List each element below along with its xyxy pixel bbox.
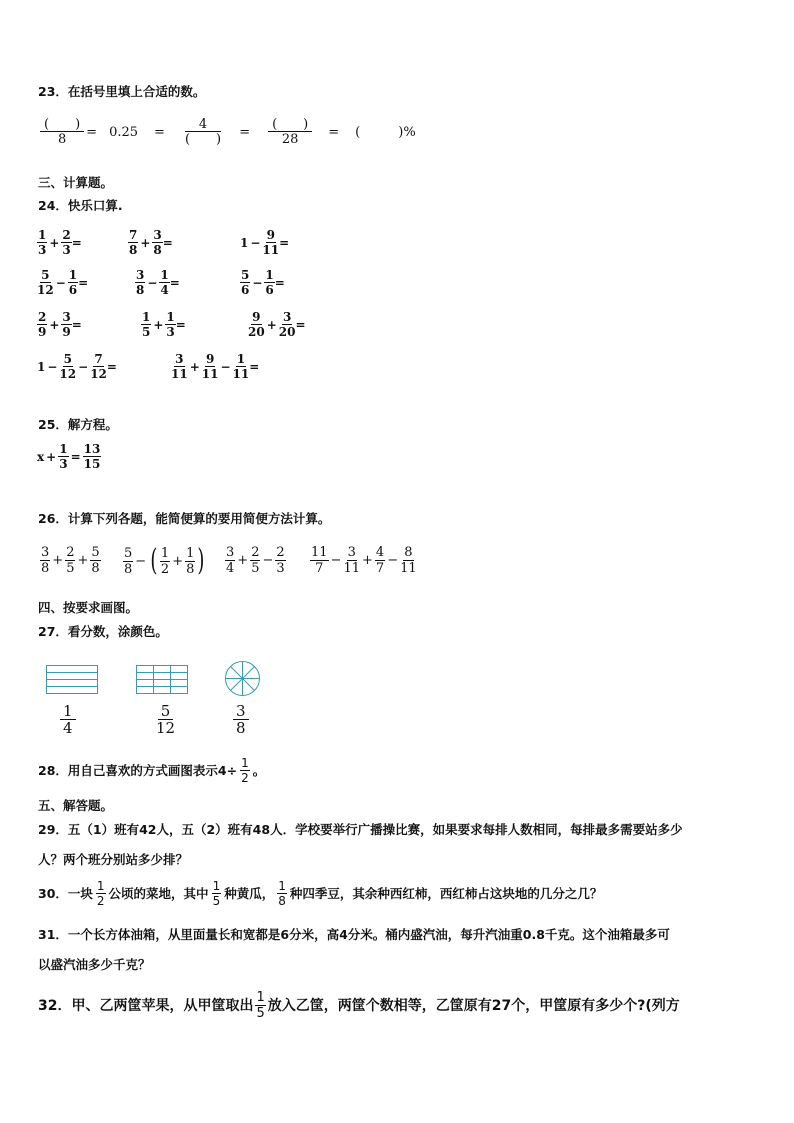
q24-item-2: $\frac{7}{8}$ + $\frac{3}{8}$ = (129, 228, 173, 257)
q26-item-4: $\frac{11}{7}$ − $\frac{3}{11}$ + $\frac{4}{7}$ − $\frac{8}{11}$ (311, 545, 417, 576)
rectangle-12-parts[interactable] (136, 665, 188, 694)
q24-item-8: $\frac{1}{5}$ + $\frac{1}{3}$ = (142, 310, 186, 339)
q23-frac-a (40, 118, 84, 146)
q31-line-1: 31．一个长方体油箱，从里面量长和宽都是6分米，高4分米。桶内盛汽油，每升汽油重0.8千克。这个油箱最多可 (38, 927, 670, 942)
q24-item-11: $\frac{3}{11}$ + $\frac{9}{11}$ − $\frac{1}{11}$ = (171, 352, 260, 381)
blank[interactable]: ( ) (268, 118, 312, 132)
equals: = (239, 124, 251, 140)
den: 28 (281, 132, 299, 147)
q24-item-7: $\frac{2}{9}$ + $\frac{3}{9}$ = (38, 310, 82, 339)
q23-equation (40, 118, 416, 146)
blank[interactable]: ( ) (184, 132, 222, 147)
q26-item-1: $\frac{3}{8}$ + $\frac{2}{5}$ + $\frac{5}{8}$ (41, 545, 100, 576)
q23-frac-c (268, 118, 312, 146)
q27-fraction-3: $\frac{3}{8}$ (233, 704, 249, 736)
q24-item-6: $\frac{5}{6}$ − $\frac{1}{6}$ = (241, 268, 285, 297)
q26-item-2: $\frac{5}{8}$ − ( $\frac{1}{2}$ + $\frac{1}{8}$ ) (124, 543, 205, 578)
circle-8-parts[interactable] (224, 660, 261, 697)
q30-line: 30．一块 $\frac{1}{2}$ 公顷的菜地，其中 $\frac{1}{5}$ 种黄瓜， $\frac{1}{8}$ 种四季豆，其余种西红柿，西红柿占这块地的几分之几？ (38, 879, 603, 908)
q24-item-3: 1 − $\frac{9}{11}$ = (240, 228, 290, 257)
q24-item-1: $\frac{1}{3}$ + $\frac{2}{3}$ = (38, 228, 82, 257)
q24-item-10: 1 − $\frac{5}{12}$ − $\frac{7}{12}$ = (37, 352, 117, 381)
q29-line-2: 人？两个班分别站多少排？ (38, 852, 189, 867)
equals: = (328, 124, 340, 140)
q28-label: 28．用自己喜欢的方式画图表示4÷ $\frac{1}{2}$ 。 (38, 756, 266, 785)
q27-fraction-1: $\frac{1}{4}$ (60, 704, 76, 736)
blank[interactable]: ( ) (40, 118, 84, 132)
q31-line-2: 以盛汽油多少千克？ (38, 957, 151, 972)
q23-label: 23．在括号里填上合适的数。 (38, 84, 206, 99)
q27-fraction-2: $\frac{5}{12}$ (156, 702, 176, 737)
q25-equation: x + $\frac{1}{3}$ = $\frac{13}{15}$ (37, 442, 101, 471)
rectangle-4-parts[interactable] (46, 665, 98, 694)
q24-label: 24．快乐口算. (38, 198, 123, 213)
q27-label: 27．看分数，涂颜色。 (38, 624, 168, 639)
num: 4 (185, 118, 221, 132)
percent-open-paren: ( (355, 124, 361, 140)
equals: = (154, 124, 165, 140)
section-5-title: 五、解答题。 (38, 798, 114, 813)
q29-line-1: 29．五（1）班有42人，五（2）班有48人．学校要举行广播操比赛，如果要求每排人数相同，每排最多需要站多少 (38, 822, 683, 837)
equals: = (86, 124, 98, 140)
q25-label: 25．解方程。 (38, 417, 118, 432)
q24-item-4: $\frac{5}{12}$ − $\frac{1}{6}$ = (37, 268, 89, 297)
q23-frac-b (185, 118, 221, 146)
section-4-title: 四、按要求画图。 (38, 600, 139, 615)
q26-label: 26．计算下列各题，能简便算的要用简便方法计算。 (38, 511, 331, 526)
q24-item-9: $\frac{9}{20}$ + $\frac{3}{20}$ = (248, 310, 306, 339)
q26-item-3: $\frac{3}{4}$ + $\frac{2}{5}$ − $\frac{2}{3}$ (226, 545, 285, 576)
q24-item-5: $\frac{3}{8}$ − $\frac{1}{4}$ = (136, 268, 180, 297)
decimal-value: 0.25 (109, 124, 139, 140)
den: 8 (57, 132, 67, 147)
q32-line: 32．甲、乙两筐苹果，从甲筐取出 $\frac{1}{5}$ 放入乙筐，两筐个数相等，乙筐原有27个，甲筐原有多少个?(列方 (38, 990, 680, 1021)
section-3-title: 三、计算题。 (38, 175, 114, 190)
percent-close: )% (398, 124, 416, 140)
